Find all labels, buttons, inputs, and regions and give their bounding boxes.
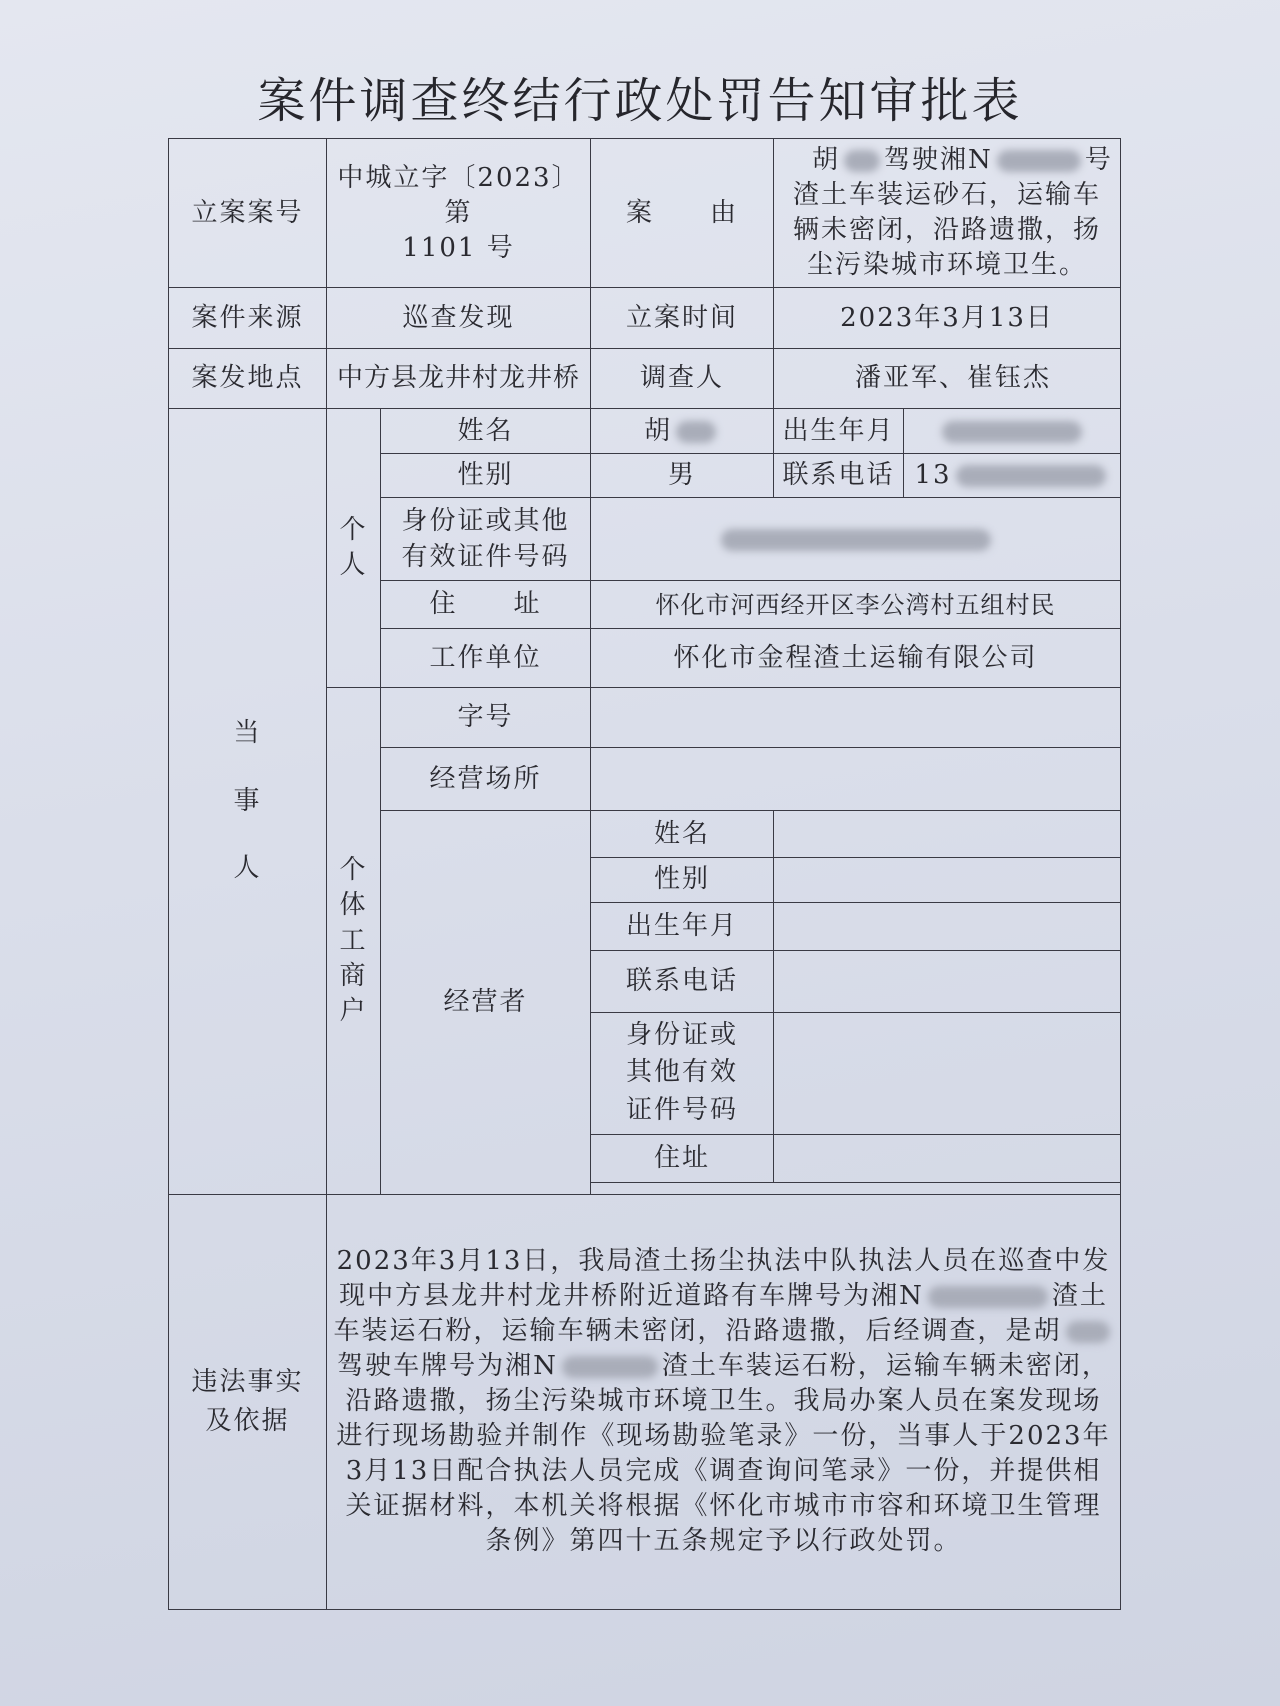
operator-label: 经营者 <box>381 811 591 1194</box>
premises-label: 经营场所 <box>381 748 591 811</box>
source-label: 案件来源 <box>169 288 327 349</box>
phone-visible: 13 <box>914 460 952 491</box>
trade-name-label: 字号 <box>381 688 591 748</box>
source-value: 巡查发现 <box>327 288 591 349</box>
phone-value <box>904 454 1121 498</box>
redaction-mark <box>1066 1321 1110 1343</box>
op-id-value <box>774 1012 1121 1134</box>
location-label: 案发地点 <box>169 349 327 409</box>
op-name-label: 姓名 <box>591 811 774 858</box>
cause-value <box>774 139 1121 288</box>
cause-label: 案 由 <box>591 139 774 288</box>
redaction-mark <box>997 150 1081 172</box>
cause-text: 号渣土车装运砂石，运输车辆未密闭，沿路遗撒，扬尘污染城市环境卫生。 <box>793 145 1113 281</box>
op-birth-value <box>774 902 1121 950</box>
name-label: 姓名 <box>381 409 591 454</box>
op-address-value <box>774 1134 1121 1182</box>
name-value <box>591 409 774 454</box>
spacer-cell <box>591 1182 1121 1194</box>
address-value: 怀化市河西经开区李公湾村五组村民 <box>591 581 1121 629</box>
op-address-label: 住址 <box>591 1134 774 1182</box>
investigator-label: 调查人 <box>591 349 774 409</box>
op-phone-value <box>774 950 1121 1012</box>
birth-label: 出生年月 <box>774 409 904 454</box>
name-visible: 胡 <box>644 415 673 446</box>
op-phone-label: 联系电话 <box>591 950 774 1012</box>
business-label: 个 体 工 商 户 <box>327 688 381 1194</box>
facts-part-3: 驾驶车牌号为湘N <box>337 1350 558 1381</box>
redaction-mark <box>721 529 991 551</box>
premises-value <box>591 748 1121 811</box>
id-number-label: 身份证或其他 有效证件号码 <box>381 498 591 581</box>
employer-label: 工作单位 <box>381 629 591 688</box>
op-id-label: 身份证或 其他有效 证件号码 <box>591 1012 774 1134</box>
redaction-mark <box>928 1286 1048 1308</box>
filed-time-value: 2023年3月13日 <box>774 288 1121 349</box>
facts-part-2: 渣土车装运石粉，运输车辆未密闭，沿路遗撒，后经调查，是胡 <box>333 1280 1108 1346</box>
facts-part-4: 渣土车装运石粉，运输车辆未密闭，沿路遗撒，扬尘污染城市环境卫生。我局办案人员在案发现场进行现场勘验并制作《现场勘验笔录》一份，当事人于2023年3月13日配合执法人员完成《调查询问笔录》一份，并提供相关证据材料，本机关将根据《怀化市城市市容和环境卫生管理条例》第四十五条规定予以行政处罚。 <box>336 1350 1111 1557</box>
op-gender-value <box>774 858 1121 902</box>
case-no-label: 立案案号 <box>169 139 327 288</box>
birth-value <box>904 409 1121 454</box>
redaction-mark <box>956 465 1106 487</box>
case-no-value: 中城立字〔2023〕第 1101 号 <box>327 139 591 288</box>
id-number-value <box>591 498 1121 581</box>
cause-plate-prefix: 驾驶湘N <box>884 145 993 175</box>
address-label: 住 址 <box>381 581 591 629</box>
op-gender-label: 性别 <box>591 858 774 902</box>
form-title: 案件调查终结行政处罚告知审批表 <box>257 73 1023 129</box>
facts-label: 违法事实 及依据 <box>169 1194 327 1609</box>
op-name-value <box>774 811 1121 858</box>
cause-name: 胡 <box>812 145 841 175</box>
investigator-value: 潘亚军、崔钰杰 <box>774 349 1121 409</box>
employer-value: 怀化市金程渣土运输有限公司 <box>591 629 1121 688</box>
gender-label: 性别 <box>381 454 591 498</box>
redaction-mark <box>942 421 1082 443</box>
location-value: 中方县龙井村龙井桥 <box>327 349 591 409</box>
redaction-mark <box>844 150 880 172</box>
facts-part-1: 2023年3月13日，我局渣土扬尘执法中队执法人员在巡查中发现中方县龙井村龙井桥附近道路有车牌号为湘N <box>336 1245 1111 1311</box>
filed-time-label: 立案时间 <box>591 288 774 349</box>
redaction-mark <box>562 1356 658 1378</box>
gender-value: 男 <box>591 454 774 498</box>
op-birth-label: 出生年月 <box>591 902 774 950</box>
individual-label: 个 人 <box>327 409 381 688</box>
facts-body <box>327 1194 1121 1609</box>
phone-label: 联系电话 <box>774 454 904 498</box>
redaction-mark <box>676 421 716 443</box>
party-label: 当 事 人 <box>169 409 327 1194</box>
approval-form-table <box>168 138 1121 1610</box>
trade-name-value <box>591 688 1121 748</box>
